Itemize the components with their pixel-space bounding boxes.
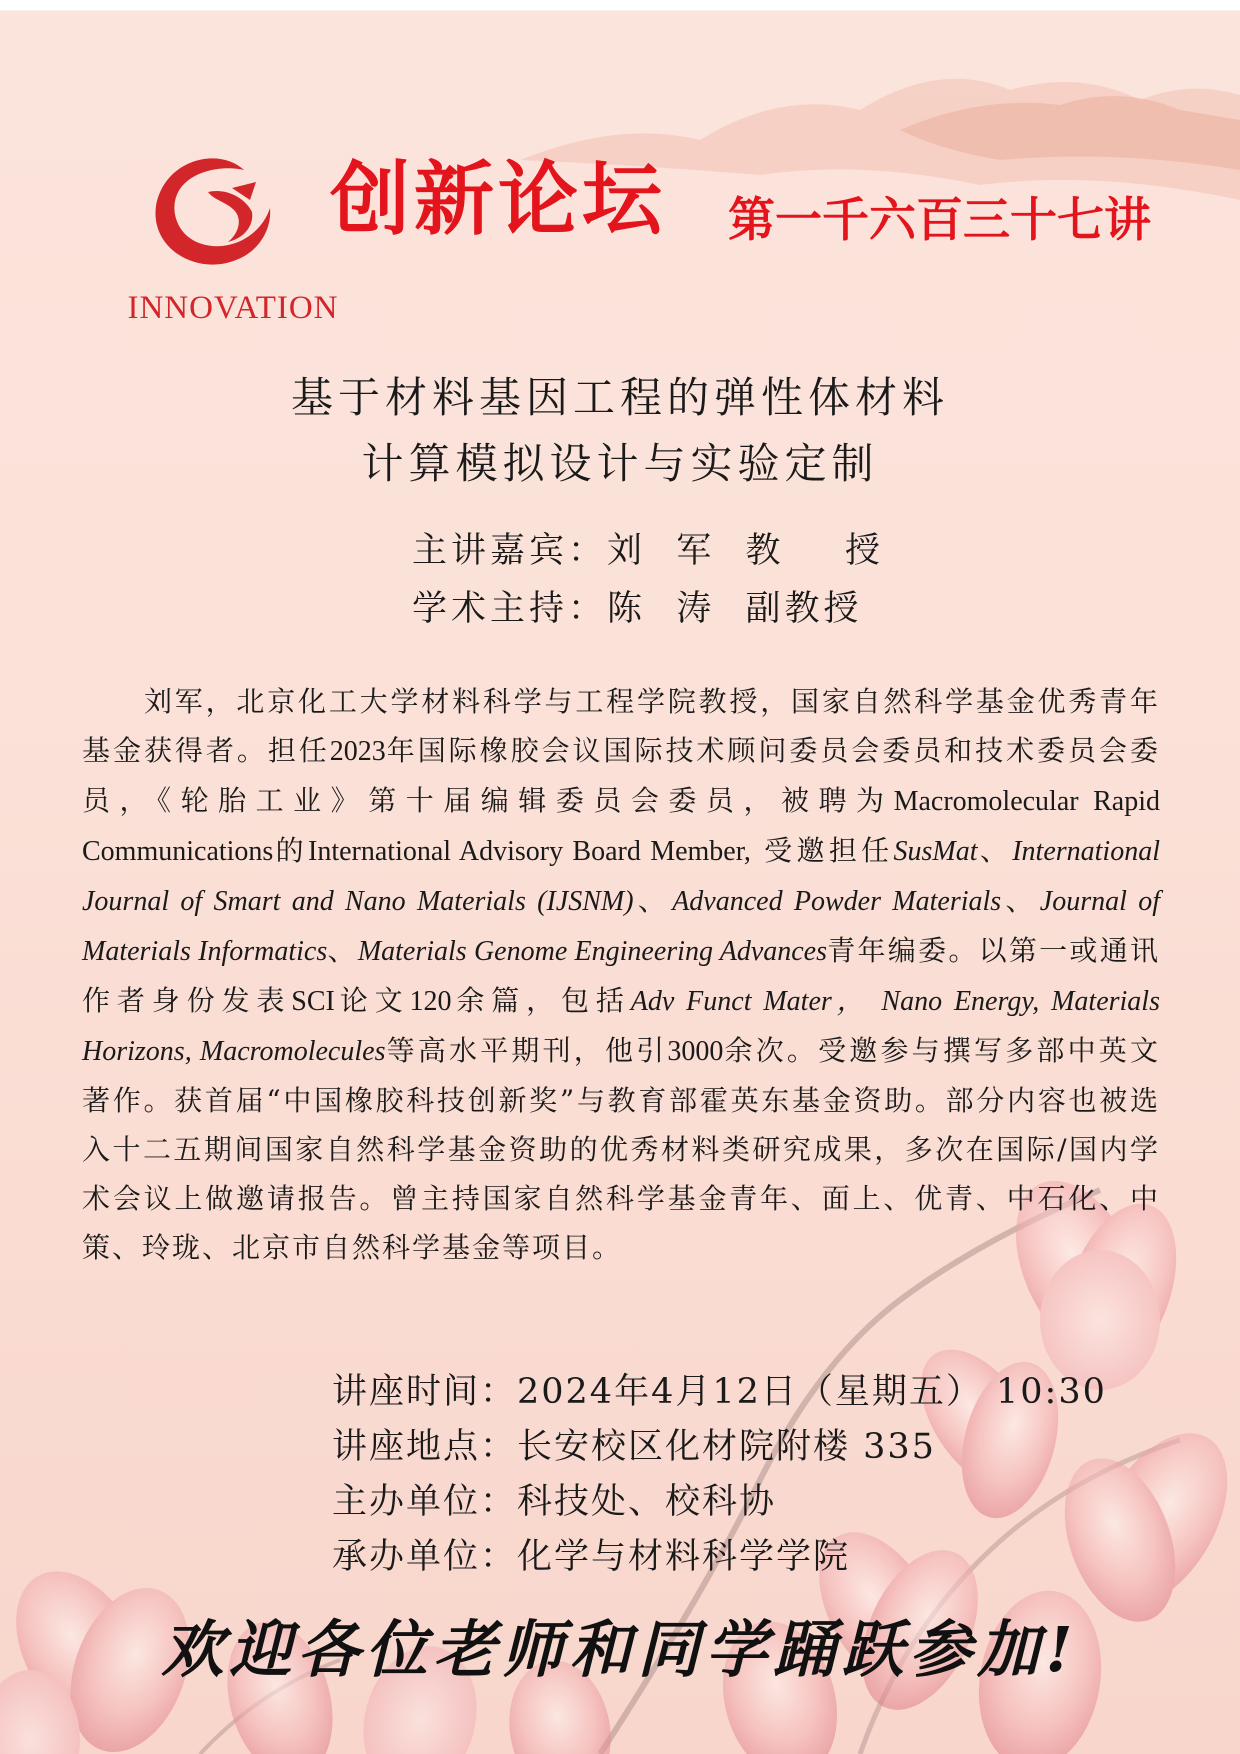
bio-text: 青年编委。以第一或通讯作者身份发表 (82, 934, 1160, 1017)
journal-name: SusMat (893, 836, 978, 867)
bio-text: 余篇，包括 (451, 984, 631, 1017)
undertaker: 承办单位：化学与材料科学学院 (332, 1537, 851, 1577)
innovation-logo (118, 152, 348, 332)
separator: 、 (327, 934, 358, 967)
event-info (332, 1365, 1107, 1585)
journal-name: Macromolecular Rapid Communications (82, 786, 1160, 867)
speaker-bio (82, 677, 1160, 1272)
bio-text: 120 (409, 986, 452, 1017)
journal-name: Nano Energy, Materials Horizons, (82, 986, 1160, 1067)
forum-title: 创新论坛 (330, 153, 666, 246)
lecture-place: 讲座地点：长安校区化材院附楼 335 (332, 1427, 936, 1467)
separator: 、 (633, 884, 673, 917)
bio-text: SCI (291, 986, 335, 1017)
talk-title-line1: 基于材料基因工程的弹性体材料 (290, 373, 949, 422)
host: 学术主持：陈 涛 副教授 (412, 589, 863, 629)
bio-text: 年国际橡胶会议国际技术顾问委员会委员和技术委员会委员，《轮胎工业》第十届编辑委员会委员，被聘为 (82, 734, 1160, 817)
welcome-slogan: 欢迎各位老师和同学踊跃参加! (161, 1613, 1079, 1686)
talk-title (0, 365, 1240, 497)
journal-name: Advanced Powder Materials (672, 886, 1002, 917)
bio-paragraph (82, 677, 1160, 1272)
bio-text: 刘军，北京化工大学材料科学与工程学院教授，国家自然科学基金优秀青年基金获得者。担任 (82, 685, 1160, 767)
journal-name: Materials Genome Engineering Advances (357, 936, 827, 967)
lecture-time: 讲座时间：2024年4月12日（星期五） 10:30 (332, 1372, 1107, 1412)
bio-text: 2023 (329, 736, 386, 767)
journal-name: Macromolecules (191, 1036, 386, 1067)
bio-text: 3000 (667, 1036, 724, 1067)
lecture-number: 第一千六百三十七讲 (728, 193, 1151, 248)
journal-name: Journal of Materials Informatics (82, 886, 1160, 967)
bio-text: International Advisory Board Member, (308, 836, 751, 867)
bio-text: 的 (273, 834, 309, 867)
bio-text: 论文 (334, 984, 410, 1017)
speaker-block (412, 522, 884, 638)
logo-text: INNOVATION (127, 290, 339, 326)
organizer: 主办单位：科技处、校科协 (332, 1482, 777, 1522)
bio-text: 受邀担任 (750, 834, 894, 867)
crescent-logo-icon (148, 152, 276, 272)
talk-title-line2: 计算模拟设计与实验定制 (361, 439, 879, 488)
journal-name: International Journal of Smart and Nano Materials (IJSNM) (82, 836, 1160, 917)
speaker: 主讲嘉宾：刘 军 教 授 (412, 531, 885, 571)
separator: 、 (977, 834, 1013, 867)
bio-text: 等高水平期刊，他引 (385, 1034, 668, 1067)
bio-text: 余次。受邀参与撰写多部中英文著作。获首届“中国橡胶科技创新奖”与教育部霍英东基金资助。部分内容也被选入十二五期间国家自然科学基金资助的优秀材料类研究成果，多次在国际/国内学术会议上做邀请报告。曾主持国家自然科学基金青年、面上、优青、中石化、中策、玲珑、北京市自然科学基金等项目。 (82, 1034, 1160, 1264)
separator: 、 (1001, 884, 1040, 917)
journal-name: Adv Funct Mater， (630, 986, 870, 1017)
